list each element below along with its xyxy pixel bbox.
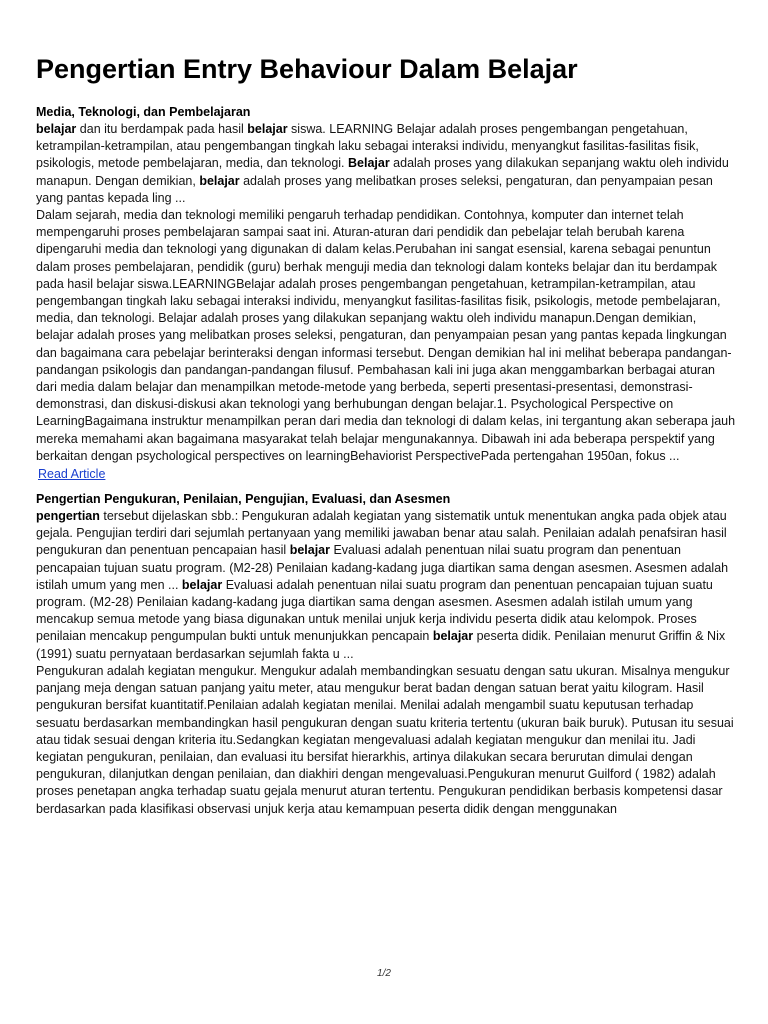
page-number: 1/2 [377, 968, 391, 979]
snippet-text: Evaluasi adalah penentuan nilai suatu program dan penentuan pencapaian tujuan suatu program. (M2-28) Penilaian kadang-kadang juga diartikan sama dengan asesmen. Asesmen adalah istilah umum yang men ... [36, 543, 729, 592]
document-page [36, 52, 736, 822]
article-body: Pengukuran adalah kegiatan mengukur. Mengukur adalah membandingkan sesuatu dengan satu ukuran. Misalnya mengukur panjang meja dengan satuan panjang yaitu meter, atau mengukur berat badan dengan satuan berat yaitu kilogram. Hasil pengukuran bersifat kuantitatif.Penilaian adalah kegiatan menilai. Menilai adalah mengambil suatu keputusan terhadap sesuatu berdasarkan membandingkan hasil pengukuran dengan suatu kriteria tertentu (ukuran baik buruk). Putusan itu sesuai atau tidak sesuai dengan kriteria itu.Sedangkan kegiatan mengevaluasi adalah kegiatan mengukur dan menilai itu. Jadi kegiatan pengukuran, penilaian, dan evaluasi itu bersifat hierarkhis, artinya dilakukan secara berurutan dimulai dengan pengukuran, dilanjutkan dengan penilaian, dan diakhiri dengan mengevaluasi.Pengukuran menurut Guilford ( 1982) adalah proses penetapan angka terhadap suatu gejala menurut aturan tertentu. Pengukuran pendidikan berbasis kompetensi dasar berdasarkan pada klasifikasi observasi unjuk kerja atau kemampuan peserta didik dengan menggunakan [36, 663, 734, 816]
snippet-text: adalah proses yang dilakukan sepanjang waktu oleh individu manapun. Dengan demikian, [36, 156, 729, 188]
snippet-text: Evaluasi adalah penentuan nilai suatu program dan penentuan pencapaian tujuan suatu program. (M2-28) Penilaian kadang-kadang juga diartikan sama dengan asesmen. Asesmen adalah istilah umum yang mencakup semua metode yang biasa digunakan untuk menilai unjuk kerja individu peserta didik atau kelompok. Proses penilaian mencakup pengumpulan bukti untuk menunjukkan pencapain [36, 577, 713, 644]
highlighted-term: belajar [181, 577, 223, 592]
highlighted-term: belajar [199, 173, 240, 188]
article-snippet [36, 121, 736, 207]
highlighted-term: belajar [289, 543, 330, 558]
highlighted-term: Belajar [348, 156, 390, 171]
document-title: Pengertian Entry Behaviour Dalam Belajar [36, 54, 578, 84]
highlighted-term: belajar [36, 122, 77, 136]
highlighted-term: pengertian [36, 509, 100, 524]
article-heading: Media, Teknologi, dan Pembelajaran [36, 105, 251, 119]
snippet-text: adalah proses yang melibatkan proses seleksi, pengaturan, dan penyampaian pesan yang pantas kepada ling ... [36, 173, 713, 205]
read-article-link[interactable]: Read Article [38, 467, 106, 482]
article-pengukuran-penilaian [36, 491, 736, 818]
article-heading: Pengertian Pengukuran, Penilaian, Pengujian, Evaluasi, dan Asesmen [36, 492, 451, 507]
highlighted-term: belajar [247, 122, 288, 136]
article-snippet [36, 508, 736, 663]
article-media-teknologi [36, 104, 736, 487]
highlighted-term: belajar [432, 629, 474, 644]
article-body: Dalam sejarah, media dan teknologi memiliki pengaruh terhadap pendidikan. Contohnya, komputer dan internet telah mempengaruhi proses pembelajaran sampai saat ini. Aturan-aturan dari pendidik dan pebelajar telah berubah karena dipengaruhi media dan teknologi yang digunakan di dalam kelas.Perubahan ini sangat esensial, karena sebagai penuntun dalam proses pembelajaran, pendidik (guru) berhak menguji media dan teknologi dalam konteks belajar dan itu berdampak pada hasil belajar siswa.LEARNINGBelajar adalah proses pengembangan pengetahuan, ketrampilan-ketrampilan, atau pengembangan tingkah laku sebagai interaksi individu, menyangkut fasilitas-fasilitas fisik, psikologis, metode pembelajaran, media, dan teknologi. Belajar adalah proses yang dilakukan sepanjang waktu oleh individu manapun.Dengan demikian, belajar adalah proses yang melibatkan proses seleksi, pengaturan, dan penyampaian pesan yang pantas kepada lingkungan dan bagaimana cara pebelajar berinteraksi dengan informasi tersebut. Dengan demikian hal ini melihat beberapa pandangan-pandangan psikologis dan pandangan-pandangan filusuf. Pembahasan kali ini juga akan menggambarkan berbagai aturan dari media dalam belajar dan menampilkan metode-metode yang berbeda, seperti presentasi-presentasi, demonstrasi-demonstrasi, dan diskusi-diskusi akan teknologi yang berhubungan dengan belajar.1. Psychological Perspective on LearningBagaimana instruktur menampilkan peran dari media dan teknologi di dalam kelas, ini tergantung akan seberapa jauh mereka memahami akan bagaimana masyarakat telah belajar mengunakannya. Dibawah ini ada beberapa perspektif yang berkaitan dengan psychological perspectives on learningBehaviorist PerspectivePada pertengahan 1950an, fokus ... [36, 208, 736, 463]
snippet-text: siswa. LEARNING Belajar adalah proses pengembangan pengetahuan, ketrampilan-ketrampilan, atau pengembangan tingkah laku sebagai interaksi individu, menyangkut fasilitas-fasilitas fisik, psikologis, metode pembelajaran, media, dan teknologi. [36, 122, 699, 171]
snippet-text: tersebut dijelaskan sbb.: Pengukuran adalah kegiatan yang sistematik untuk menentukan angka pada objek atau gejala. Pengujian terdiri dari sejumlah pertanyaan yang memiliki jawaban benar atau salah. Penilaian adalah penafsiran hasil pengukuran dan penentuan pencapaian hasil [36, 509, 727, 558]
snippet-text: peserta didik. Penilaian menurut Griffin & Nix (1991) suatu pernyataan berdasarkan sejumlah fakta u ... [36, 629, 726, 661]
snippet-text: dan itu berdampak pada hasil [76, 122, 248, 136]
